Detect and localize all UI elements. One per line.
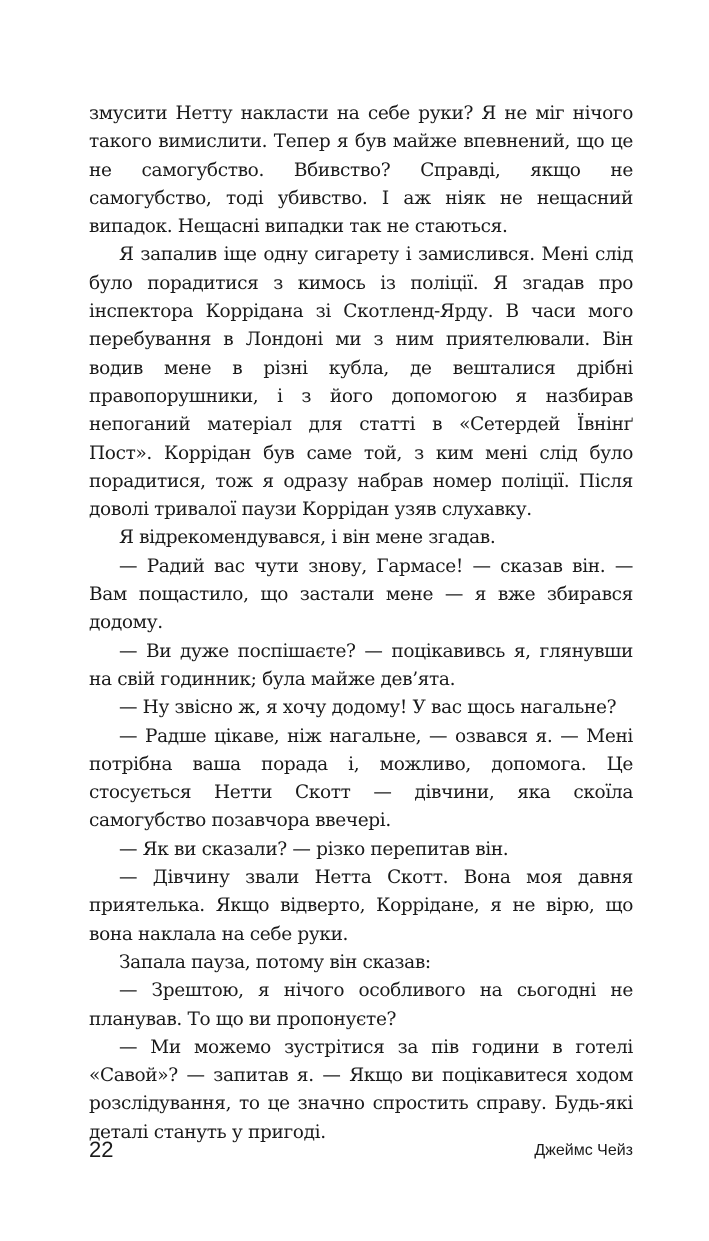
running-title: Джеймс Чейз	[534, 1142, 633, 1159]
paragraph-3: Я відрекомендувався, і він мене згадав.	[119, 527, 496, 549]
body-text	[89, 100, 633, 1147]
paragraph-6: — Ну звісно ж, я хочу додому! У вас щось нагальне?	[119, 697, 617, 719]
paragraph-10: Запала пауза, потому він сказав:	[119, 951, 431, 973]
paragraph-9: — Дівчину звали Нетта Скотт. Вона моя давня приятелька. Якщо відверто, Коррідане, я не вірю, що вона наклала на себе руки.	[89, 867, 633, 945]
paragraph-4: — Радий вас чути знову, Гармасе! — сказав він. — Вам пощастило, що застали мене — я вже збирався додому.	[89, 555, 633, 634]
paragraph-2: Я запалив іще одну сигарету і замислився. Мені слід було порадитися з кимось із поліції. Я згадав про інспектора Коррідана зі Скотленд-Ярду. В часи мого перебування в Лондоні ми з ним приятелювали. Він водив мене в різні кубла, де вешталися дрібні правопорушники, і з його допомогою я назбирав непоганий матеріал для статті в «Сетердей Ївнінґ Пост». Коррідан був саме той, з ким мені слід було порадитися, тож я одразу набрав номер поліції. Після доволі тривалої паузи Коррідан узяв слухавку.	[89, 244, 633, 521]
paragraph-8: — Як ви сказали? — різко перепитав він.	[119, 838, 509, 860]
paragraph-11: — Зрештою, я нічого особливого на сьогодні не планував. То що ви пропонуєте?	[89, 980, 633, 1030]
paragraph-12: — Ми можемо зустрітися за пів години в готелі «Савой»? — запитав я. — Якщо ви поцікавитеся ходом розслідування, то це значно спростить справу. Будь-які деталі стануть у пригоді.	[89, 1036, 633, 1143]
paragraph-7: — Радше цікаве, ніж нагальне, — озвався я. — Мені потрібна ваша порада і, можливо, допомога. Це стосується Нетти Скотт — дівчини, яка скоїла самогубство позавчора ввечері.	[89, 725, 633, 832]
paragraph-5: — Ви дуже поспішаєте? — поцікавивсь я, глянувши на свій годинник; була майже дев’ята.	[89, 640, 633, 690]
page-number: 22	[89, 1137, 114, 1162]
paragraph-1: змусити Нетту накласти на себе руки? Я не міг нічого такого вимислити. Тепер я був майже впевнений, що це не самогубство. Вбивство? Справді, якщо не самогубство, тоді убивство. І аж ніяк не нещасний випадок. Нещасні випадки так не стаються.	[89, 103, 633, 238]
